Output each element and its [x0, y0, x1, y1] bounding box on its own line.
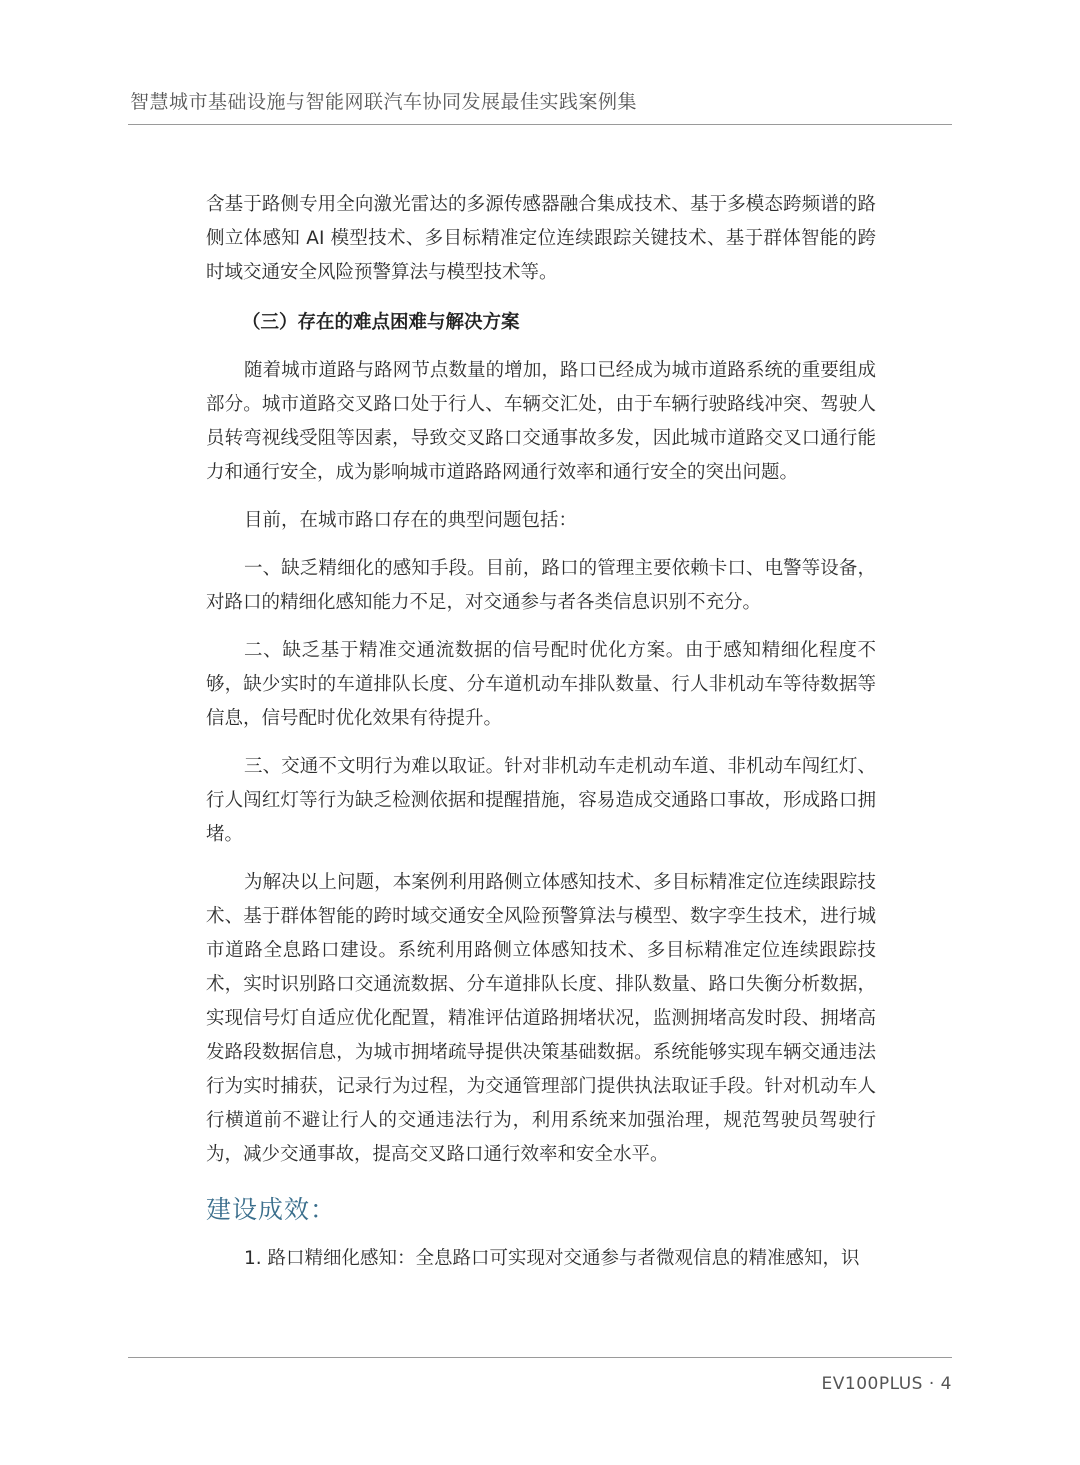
running-header-title: 智慧城市基础设施与智能网联汽车协同发展最佳实践案例集 [130, 91, 638, 113]
problem-item: 三、交通不文明行为难以取证。针对非机动车走机动车道、非机动车闯红灯、行人闯红灯等行为缺乏检测依据和提醒措施，容易造成交通路口事故，形成路口拥堵。 [206, 756, 876, 845]
problem-item: 二、缺乏基于精准交通流数据的信号配时优化方案。由于感知精细化程度不够，缺少实时的车道排队长度、分车道机动车排队数量、行人非机动车等待数据等信息，信号配时优化效果有待提升。 [206, 640, 876, 729]
header-divider [128, 124, 952, 125]
page-footer: EV100PLUS · 4 [821, 1374, 952, 1394]
section-heading: 建设成效： [206, 1195, 337, 1224]
problem-item: 一、缺乏精细化的感知手段。目前，路口的管理主要依赖卡口、电警等设备，对路口的精细化感知能力不足，对交通参与者各类信息识别不充分。 [206, 558, 876, 613]
intro-paragraph: 含基于路侧专用全向激光雷达的多源传感器融合集成技术、基于多模态跨频谱的路侧立体感知 AI 模型技术、多目标精准定位连续跟踪关键技术、基于群体智能的跨时域交通安全风险预警算法与模型技术等。 [206, 194, 876, 283]
subsection-heading: （三）存在的难点困难与解决方案 [242, 312, 520, 333]
solution-paragraph: 为解决以上问题，本案例利用路侧立体感知技术、多目标精准定位连续跟踪技术、基于群体智能的跨时域交通安全风险预警算法与模型、数字孪生技术，进行城市道路全息路口建设。系统利用路侧立体感知技术、多目标精准定位连续跟踪技术，实时识别路口交通流数据、分车道排队长度、排队数量、路口失衡分析数据，实现信号灯自适应优化配置，精准评估道路拥堵状况，监测拥堵高发时段、拥堵高发路段数据信息，为城市拥堵疏导提供决策基础数据。系统能够实现车辆交通违法行为实时捕获，记录行为过程，为交通管理部门提供执法取证手段。针对机动车人行横道前不避让行人的交通违法行为，利用系统来加强治理，规范驾驶员驾驶行为，减少交通事故，提高交叉路口通行效率和安全水平。 [206, 872, 876, 1165]
numbered-list-item: 1. 路口精细化感知：全息路口可实现对交通参与者微观信息的精准感知，识 [244, 1248, 860, 1269]
body-paragraph: 目前，在城市路口存在的典型问题包括： [244, 510, 578, 531]
footer-divider [128, 1357, 952, 1358]
page-body [206, 188, 876, 1276]
body-paragraph: 随着城市道路与路网节点数量的增加，路口已经成为城市道路系统的重要组成部分。城市道路交叉路口处于行人、车辆交汇处，由于车辆行驶路线冲突、驾驶人员转弯视线受阻等因素，导致交叉路口交通事故多发，因此城市道路交叉口通行能力和通行安全，成为影响城市道路路网通行效率和通行安全的突出问题。 [206, 360, 876, 483]
